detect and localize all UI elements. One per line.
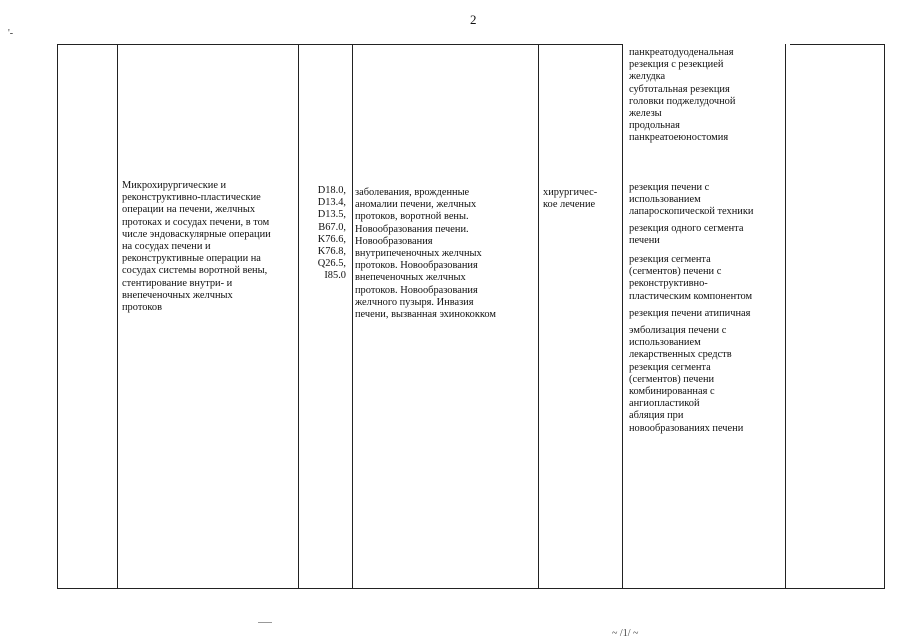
- page-number: 2: [470, 12, 477, 27]
- column-divider-6: [785, 44, 786, 588]
- column-divider-5: [622, 44, 623, 588]
- stray-mark: '-: [8, 28, 14, 39]
- table-bottom-rule: [57, 588, 885, 589]
- bottom-dash-mark: [258, 622, 272, 623]
- column-divider-1: [117, 44, 118, 588]
- treatment-type-cell: хирургичес- кое лечение: [543, 187, 598, 211]
- methods-list: [629, 182, 783, 435]
- method-item: резекция печени с использованием лапароскопической техники: [629, 182, 754, 218]
- method-item: резекция сегмента (сегментов) печени с реконструктивно- пластическим компонентом: [629, 254, 753, 302]
- procedure-name-cell: Микрохирургические и реконструктивно-пластические операции на печени, желчных протоках и сосудах печени, в том числе эндоваскулярные операции на сосудах печени и реконструктивные операции на сосудах системы воротной вены, стентирование внутри- и внепеченочных желчных протоков: [122, 180, 271, 314]
- table-left-border: [57, 44, 58, 588]
- table-right-border: [884, 44, 885, 588]
- diagnosis-description-cell: заболевания, врожденные аномалии печени, желчных протоков, воротной вены. Новообразования печени. Новообразования внутрипеченочных желчных протоков. Новообразования внепеченочных желчных протоков. Новообразования желчного пузыря. Инвазия печени, вызванная эхинококком: [355, 187, 496, 321]
- bottom-scrawl: ~ /1/ ~: [612, 628, 639, 639]
- method-item: эмболизация печени с использованием лекарственных средств резекция сегмента (сегментов) печени комбинированная с ангиопластикой абляция при новообразованиях печени: [629, 325, 744, 434]
- table-top-rule-right: [790, 44, 885, 45]
- method-item: резекция печени атипичная: [629, 307, 751, 319]
- methods-top-cell: панкреатодуоденальная резекция с резекцией желудка субтотальная резекция головки поджелудочной железы продольная панкреатоеюностомия: [629, 47, 736, 144]
- column-divider-2: [298, 44, 299, 588]
- column-divider-3: [352, 44, 353, 588]
- column-divider-4: [538, 44, 539, 588]
- method-item: резекция одного сегмента печени: [629, 222, 744, 246]
- diagnosis-codes-cell: D18.0, D13.4, D13.5, B67.0, K76.6, K76.8, Q26.5, I85.0: [317, 185, 346, 282]
